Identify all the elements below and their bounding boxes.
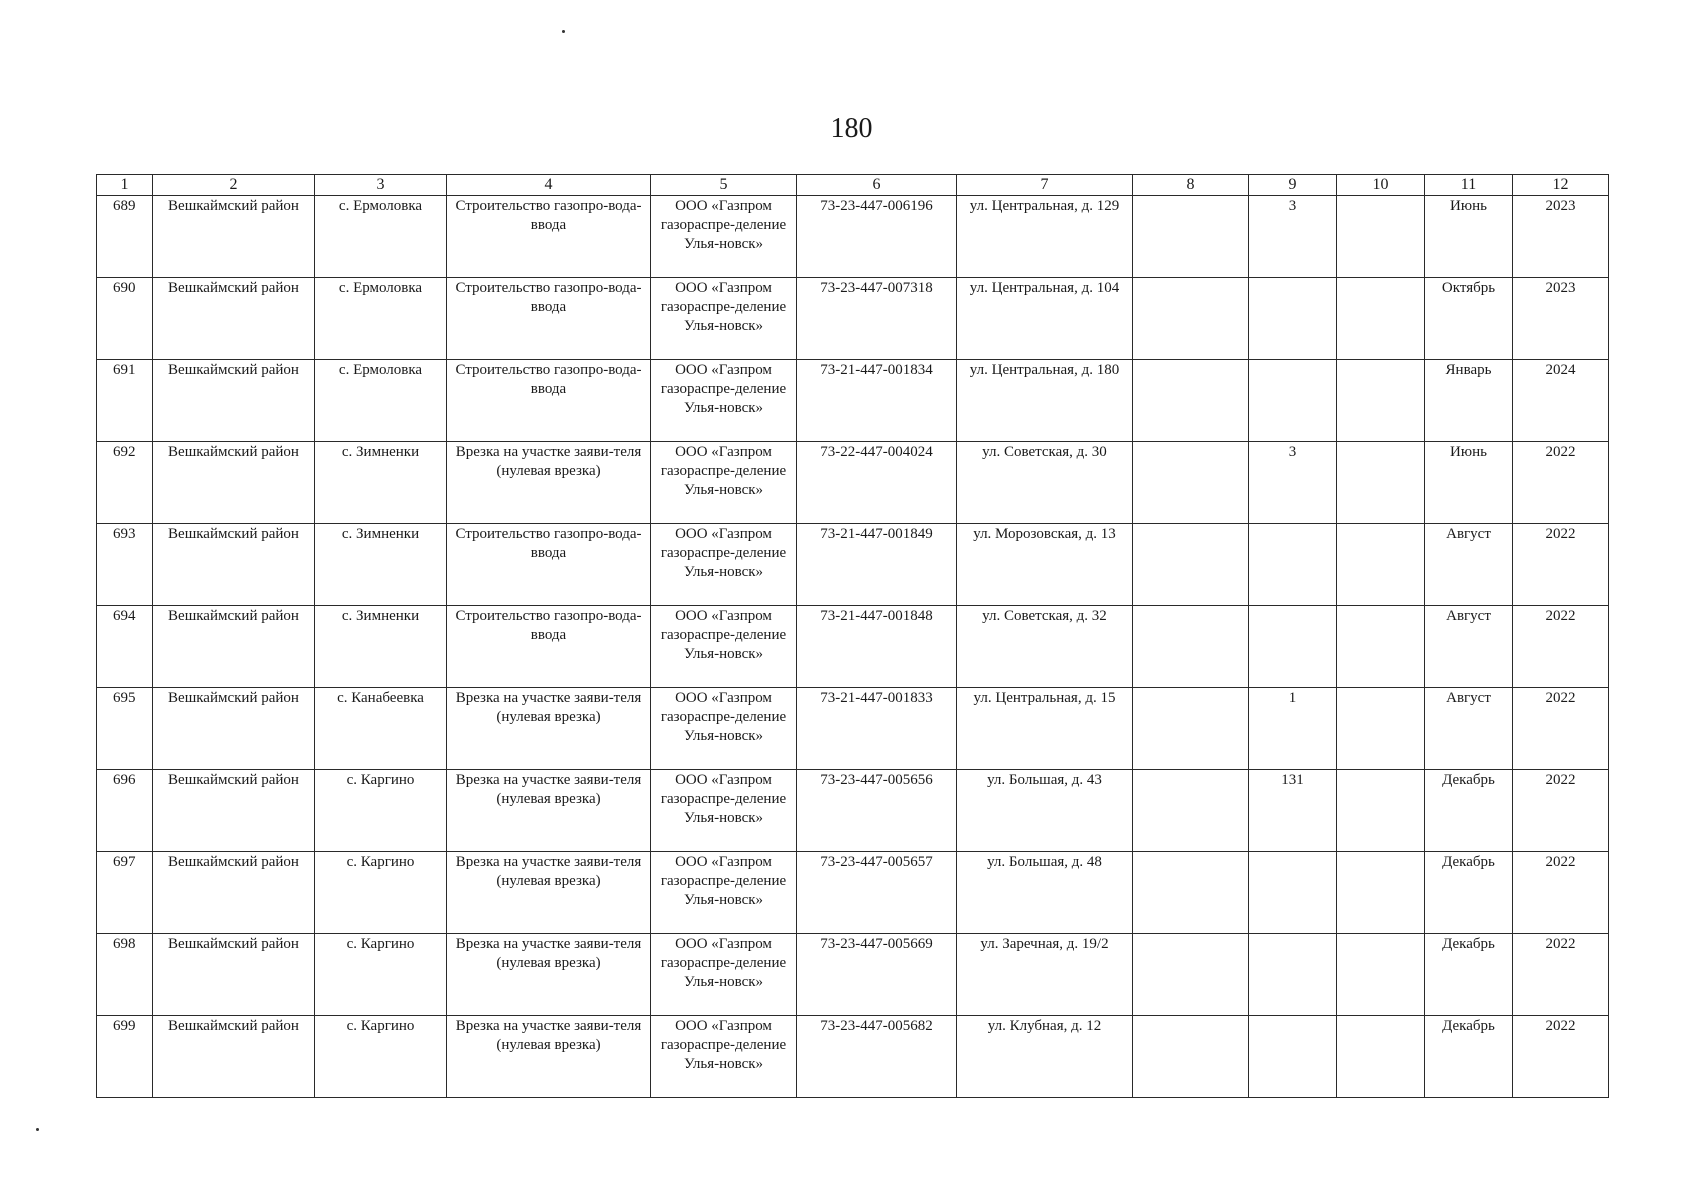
work-type-cell: Строительство газопро-вода-ввода <box>447 524 651 606</box>
row-number-cell: 691 <box>97 360 153 442</box>
col-9-cell <box>1249 360 1337 442</box>
settlement-cell: с. Канабеевка <box>315 688 447 770</box>
col-10-cell <box>1337 606 1425 688</box>
col-9-cell <box>1249 524 1337 606</box>
col-10-cell <box>1337 196 1425 278</box>
col-9-cell: 3 <box>1249 196 1337 278</box>
table-row <box>97 770 1609 852</box>
month-cell: Октябрь <box>1425 278 1513 360</box>
district-cell: Вешкаймский район <box>153 770 315 852</box>
year-cell: 2022 <box>1513 1016 1609 1098</box>
organization-cell: ООО «Газпром газораспре-деление Улья-новск» <box>651 770 797 852</box>
organization-cell: ООО «Газпром газораспре-деление Улья-новск» <box>651 196 797 278</box>
organization-cell: ООО «Газпром газораспре-деление Улья-новск» <box>651 688 797 770</box>
application-number-cell: 73-22-447-004024 <box>797 442 957 524</box>
col-8-cell <box>1133 1016 1249 1098</box>
row-number-cell: 699 <box>97 1016 153 1098</box>
work-type-cell: Строительство газопро-вода-ввода <box>447 278 651 360</box>
col-9-cell: 3 <box>1249 442 1337 524</box>
col-8-cell <box>1133 442 1249 524</box>
organization-cell: ООО «Газпром газораспре-деление Улья-новск» <box>651 852 797 934</box>
col-9-cell <box>1249 852 1337 934</box>
register-table <box>96 174 1609 1098</box>
work-type-cell: Строительство газопро-вода-ввода <box>447 360 651 442</box>
address-cell: ул. Центральная, д. 104 <box>957 278 1133 360</box>
table-row <box>97 278 1609 360</box>
column-header-2: 2 <box>153 175 315 196</box>
col-9-cell <box>1249 278 1337 360</box>
col-9-cell <box>1249 1016 1337 1098</box>
row-number-cell: 695 <box>97 688 153 770</box>
month-cell: Декабрь <box>1425 934 1513 1016</box>
row-number-cell: 697 <box>97 852 153 934</box>
year-cell: 2022 <box>1513 524 1609 606</box>
application-number-cell: 73-21-447-001834 <box>797 360 957 442</box>
month-cell: Январь <box>1425 360 1513 442</box>
col-8-cell <box>1133 688 1249 770</box>
col-8-cell <box>1133 524 1249 606</box>
header-row <box>97 175 1609 196</box>
address-cell: ул. Заречная, д. 19/2 <box>957 934 1133 1016</box>
month-cell: Август <box>1425 688 1513 770</box>
col-8-cell <box>1133 360 1249 442</box>
year-cell: 2022 <box>1513 770 1609 852</box>
row-number-cell: 690 <box>97 278 153 360</box>
application-number-cell: 73-21-447-001833 <box>797 688 957 770</box>
address-cell: ул. Центральная, д. 15 <box>957 688 1133 770</box>
col-9-cell <box>1249 606 1337 688</box>
page-number: 180 <box>830 113 873 144</box>
col-8-cell <box>1133 770 1249 852</box>
month-cell: Август <box>1425 606 1513 688</box>
organization-cell: ООО «Газпром газораспре-деление Улья-новск» <box>651 360 797 442</box>
col-8-cell <box>1133 278 1249 360</box>
column-header-6: 6 <box>797 175 957 196</box>
table-row <box>97 196 1609 278</box>
year-cell: 2024 <box>1513 360 1609 442</box>
col-10-cell <box>1337 852 1425 934</box>
column-header-9: 9 <box>1249 175 1337 196</box>
month-cell: Август <box>1425 524 1513 606</box>
settlement-cell: с. Зимненки <box>315 524 447 606</box>
year-cell: 2022 <box>1513 442 1609 524</box>
column-header-12: 12 <box>1513 175 1609 196</box>
settlement-cell: с. Ермоловка <box>315 196 447 278</box>
col-10-cell <box>1337 524 1425 606</box>
address-cell: ул. Центральная, д. 129 <box>957 196 1133 278</box>
table-row <box>97 524 1609 606</box>
settlement-cell: с. Зимненки <box>315 606 447 688</box>
district-cell: Вешкаймский район <box>153 688 315 770</box>
col-9-cell <box>1249 934 1337 1016</box>
district-cell: Вешкаймский район <box>153 524 315 606</box>
organization-cell: ООО «Газпром газораспре-деление Улья-новск» <box>651 606 797 688</box>
column-header-4: 4 <box>447 175 651 196</box>
application-number-cell: 73-23-447-005657 <box>797 852 957 934</box>
settlement-cell: с. Каргино <box>315 852 447 934</box>
col-10-cell <box>1337 360 1425 442</box>
address-cell: ул. Советская, д. 32 <box>957 606 1133 688</box>
address-cell: ул. Большая, д. 48 <box>957 852 1133 934</box>
work-type-cell: Врезка на участке заяви-теля (нулевая врезка) <box>447 1016 651 1098</box>
work-type-cell: Строительство газопро-вода-ввода <box>447 606 651 688</box>
col-10-cell <box>1337 688 1425 770</box>
col-8-cell <box>1133 606 1249 688</box>
row-number-cell: 693 <box>97 524 153 606</box>
row-number-cell: 694 <box>97 606 153 688</box>
year-cell: 2022 <box>1513 606 1609 688</box>
organization-cell: ООО «Газпром газораспре-деление Улья-новск» <box>651 442 797 524</box>
scan-dot <box>36 1128 39 1131</box>
settlement-cell: с. Каргино <box>315 1016 447 1098</box>
col-10-cell <box>1337 934 1425 1016</box>
work-type-cell: Врезка на участке заяви-теля (нулевая врезка) <box>447 770 651 852</box>
address-cell: ул. Большая, д. 43 <box>957 770 1133 852</box>
table-row <box>97 442 1609 524</box>
organization-cell: ООО «Газпром газораспре-деление Улья-новск» <box>651 1016 797 1098</box>
work-type-cell: Врезка на участке заяви-теля (нулевая врезка) <box>447 934 651 1016</box>
table-header <box>97 175 1609 196</box>
year-cell: 2023 <box>1513 278 1609 360</box>
address-cell: ул. Клубная, д. 12 <box>957 1016 1133 1098</box>
column-header-1: 1 <box>97 175 153 196</box>
table-body <box>97 196 1609 1098</box>
application-number-cell: 73-23-447-005669 <box>797 934 957 1016</box>
district-cell: Вешкаймский район <box>153 360 315 442</box>
application-number-cell: 73-23-447-006196 <box>797 196 957 278</box>
month-cell: Декабрь <box>1425 852 1513 934</box>
column-header-8: 8 <box>1133 175 1249 196</box>
district-cell: Вешкаймский район <box>153 852 315 934</box>
table-row <box>97 360 1609 442</box>
district-cell: Вешкаймский район <box>153 606 315 688</box>
year-cell: 2022 <box>1513 852 1609 934</box>
district-cell: Вешкаймский район <box>153 442 315 524</box>
organization-cell: ООО «Газпром газораспре-деление Улья-новск» <box>651 934 797 1016</box>
table-row <box>97 606 1609 688</box>
district-cell: Вешкаймский район <box>153 1016 315 1098</box>
application-number-cell: 73-23-447-005682 <box>797 1016 957 1098</box>
scan-dot <box>562 30 565 33</box>
application-number-cell: 73-21-447-001849 <box>797 524 957 606</box>
table-row <box>97 1016 1609 1098</box>
col-8-cell <box>1133 196 1249 278</box>
address-cell: ул. Советская, д. 30 <box>957 442 1133 524</box>
application-number-cell: 73-23-447-005656 <box>797 770 957 852</box>
table-row <box>97 688 1609 770</box>
address-cell: ул. Морозовская, д. 13 <box>957 524 1133 606</box>
column-header-10: 10 <box>1337 175 1425 196</box>
month-cell: Июнь <box>1425 442 1513 524</box>
settlement-cell: с. Ермоловка <box>315 360 447 442</box>
settlement-cell: с. Зимненки <box>315 442 447 524</box>
settlement-cell: с. Каргино <box>315 934 447 1016</box>
table-row <box>97 852 1609 934</box>
month-cell: Июнь <box>1425 196 1513 278</box>
col-8-cell <box>1133 934 1249 1016</box>
column-header-5: 5 <box>651 175 797 196</box>
row-number-cell: 692 <box>97 442 153 524</box>
col-10-cell <box>1337 1016 1425 1098</box>
work-type-cell: Врезка на участке заяви-теля (нулевая врезка) <box>447 442 651 524</box>
application-number-cell: 73-21-447-001848 <box>797 606 957 688</box>
column-header-3: 3 <box>315 175 447 196</box>
year-cell: 2022 <box>1513 688 1609 770</box>
district-cell: Вешкаймский район <box>153 278 315 360</box>
district-cell: Вешкаймский район <box>153 196 315 278</box>
settlement-cell: с. Ермоловка <box>315 278 447 360</box>
month-cell: Декабрь <box>1425 1016 1513 1098</box>
col-8-cell <box>1133 852 1249 934</box>
col-9-cell: 1 <box>1249 688 1337 770</box>
col-10-cell <box>1337 278 1425 360</box>
month-cell: Декабрь <box>1425 770 1513 852</box>
settlement-cell: с. Каргино <box>315 770 447 852</box>
column-header-7: 7 <box>957 175 1133 196</box>
work-type-cell: Строительство газопро-вода-ввода <box>447 196 651 278</box>
address-cell: ул. Центральная, д. 180 <box>957 360 1133 442</box>
table-row <box>97 934 1609 1016</box>
row-number-cell: 689 <box>97 196 153 278</box>
organization-cell: ООО «Газпром газораспре-деление Улья-новск» <box>651 278 797 360</box>
work-type-cell: Врезка на участке заяви-теля (нулевая врезка) <box>447 688 651 770</box>
work-type-cell: Врезка на участке заяви-теля (нулевая врезка) <box>447 852 651 934</box>
col-10-cell <box>1337 770 1425 852</box>
col-10-cell <box>1337 442 1425 524</box>
year-cell: 2022 <box>1513 934 1609 1016</box>
year-cell: 2023 <box>1513 196 1609 278</box>
row-number-cell: 698 <box>97 934 153 1016</box>
row-number-cell: 696 <box>97 770 153 852</box>
application-number-cell: 73-23-447-007318 <box>797 278 957 360</box>
column-header-11: 11 <box>1425 175 1513 196</box>
col-9-cell: 131 <box>1249 770 1337 852</box>
organization-cell: ООО «Газпром газораспре-деление Улья-новск» <box>651 524 797 606</box>
district-cell: Вешкаймский район <box>153 934 315 1016</box>
